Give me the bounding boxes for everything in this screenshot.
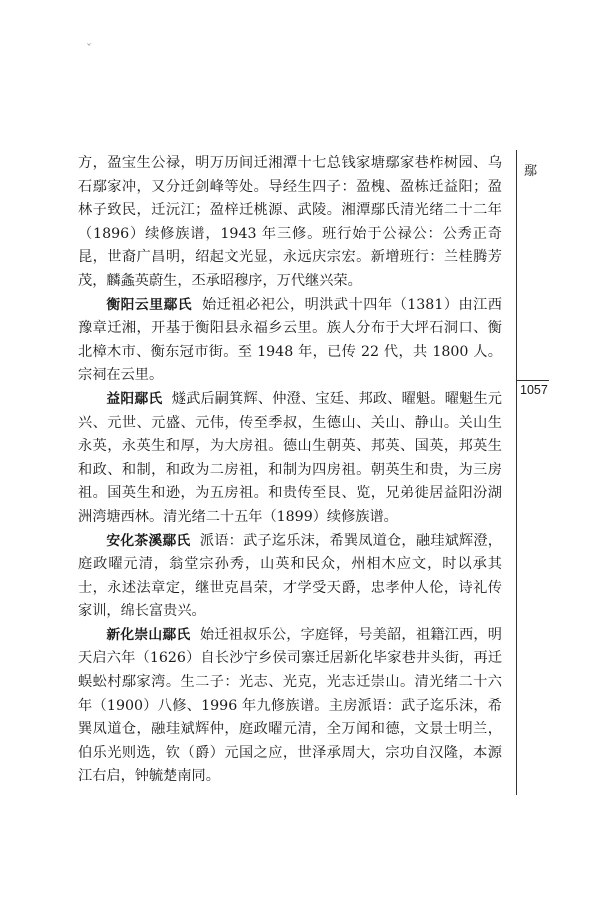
page-number: 1057 — [520, 383, 548, 397]
paragraph-yiyang — [78, 388, 502, 530]
margin-vertical-rule — [516, 150, 517, 795]
paragraph-hengyang-yunli — [78, 294, 502, 388]
clan-body-text: 始迁祖叔乐公，字庭铎，号美韶，祖籍江西，明天启六年（1626）自长沙宁乡侯司寨迁居新化毕家巷井头街，再迁蜈蚣村鄢家湾。生二子：光志、光克，光志迁崇山。清光绪二十六年（1900）八修、1996 年九修族谱。主房派语：武子迄乐沫，希巽凤道仓，融珪斌辉仲，庭政曜元清，全万闻和德，文景士明兰，伯乐光则选，钦（爵）元国之应，世泽承周大，宗功自汉隆，本源江右启，钟毓楚南同。 — [78, 626, 502, 785]
clan-heading: 新化崇山鄢氏 — [106, 626, 191, 643]
paragraph-xinhua-chongshan — [78, 624, 502, 789]
clan-heading: 益阳鄢氏 — [106, 390, 163, 407]
clan-heading: 安化茶溪鄢氏 — [106, 532, 191, 549]
clan-body-text: 始迁祖必祀公，明洪武十四年（1381）由江西豫章迁湘，开基于衡阳县永福乡云里。族人分布于大坪石洞口、衡北樟木市、衡东冠市街。至 1948 年，已传 22 代，共 1800 人。宗祠在云里。 — [78, 296, 502, 384]
scan-speck: ˇ — [86, 42, 92, 56]
paragraph-xiangtan-continued: 方，盈宝生公禄，明万历间迁湘潭十七总钱家塘鄢家巷柞树园、乌石鄢家冲，又分迁剑峰等处。导经生四子：盈槐、盈栋迁益阳；盈林子致民，迁沅江；盈梓迁桃源、武陵。湘潭鄢氏清光绪二十二年（1896）续修族谱，1943 年三修。班行始于公禄公：公秀正奇昆，世裔广昌明，绍起文光显，永远庆宗宏。新增班行：兰桂腾芳茂，麟螽英蔚生，丕承昭穆序，万代继兴荣。 — [78, 155, 502, 289]
clan-body-text: 派语：武子迄乐沫，希巽凤道仓，融珪斌辉澄，庭政曜元清，翁堂宗孙秀，山英和民众，州相木应文，时以承其士，永述法章定，继世克昌荣，才学受天爵，忠孝仲人伦，诗礼传家训，绵长富贵兴。 — [78, 532, 502, 620]
page-number-rule — [517, 380, 549, 381]
clan-heading: 衡阳云里鄢氏 — [106, 296, 193, 313]
paragraph-anhua-chaxi — [78, 530, 502, 624]
running-header-surname: 鄢 — [524, 164, 538, 179]
clan-body-text: 燧武后嗣箕辉、仲澄、宝廷、邦政、曜魁。曜魁生元兴、元世、元盛、元伟，传至季叔，生德山、关山、静山。关山生永英，永英生和厚，为大房祖。德山生朝英、邦英、国英，邦英生和政、和制，和政为二房祖，和制为四房祖。朝英生和贵，为三房祖。国英生和逊，为五房祖。和贵传至艮、览，兄弟徙居益阳汾湖洲湾塘西林。清光绪二十五年（1899）续修族谱。 — [78, 390, 502, 525]
main-text-block — [78, 152, 502, 789]
